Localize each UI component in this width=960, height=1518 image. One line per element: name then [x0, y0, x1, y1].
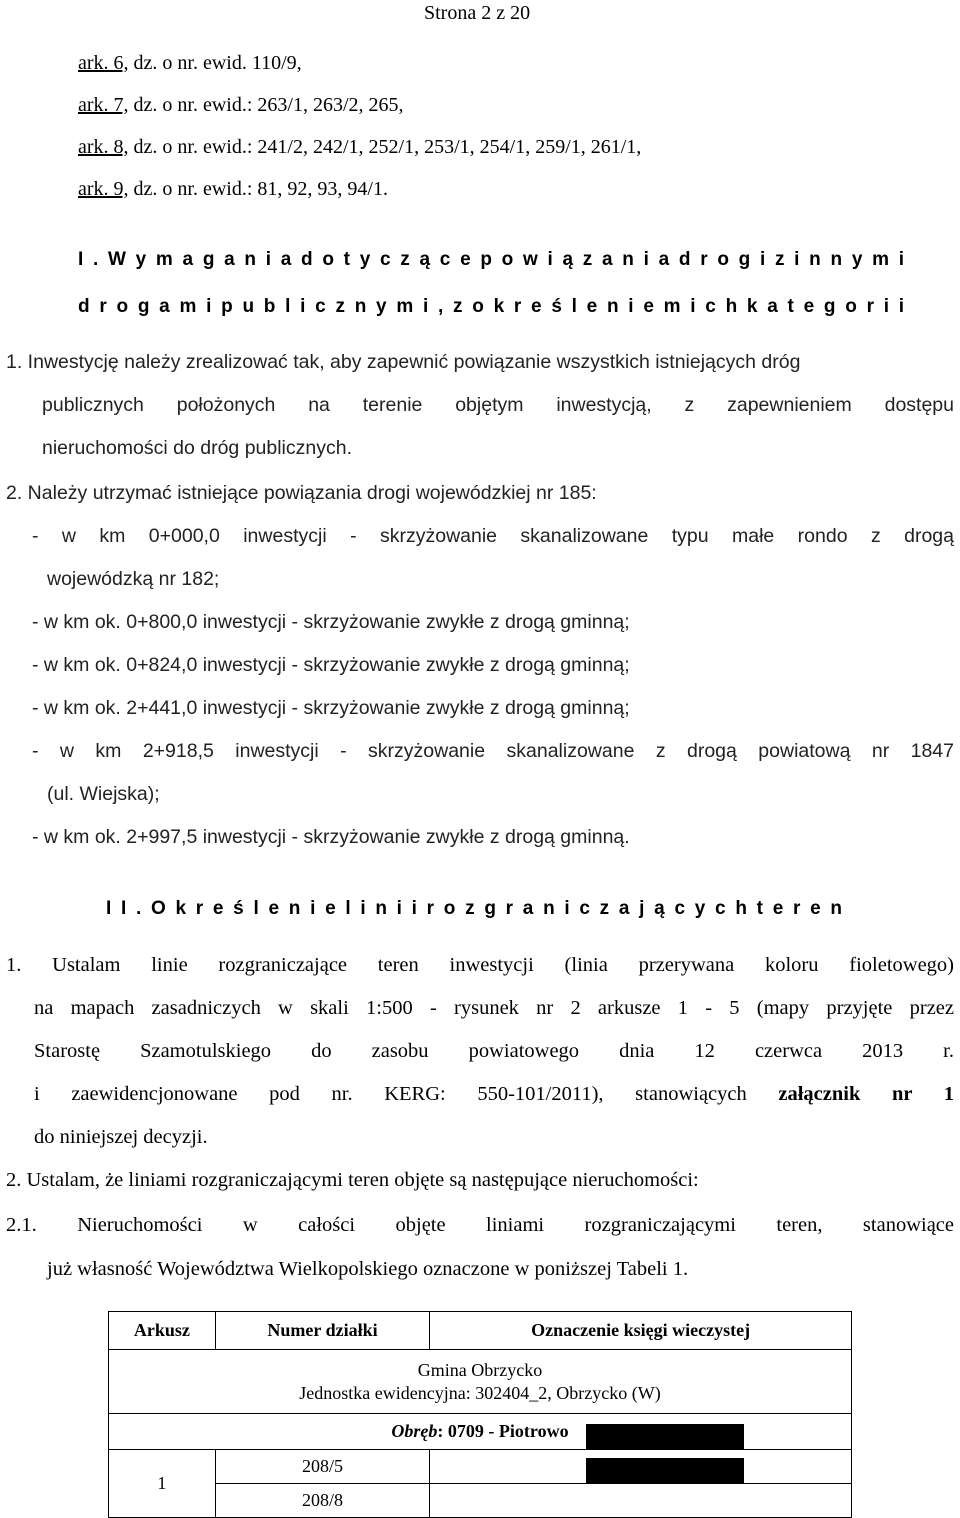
ark-line — [78, 136, 641, 159]
list-item: - w km 2+918,5 inwestycji - skrzyżowanie skanalizowane z drogą powiatową nr 1847 — [32, 740, 954, 762]
ark-line-text: dz. o nr. ewid.: 241/2, 242/1, 252/1, 253/1, 254/1, 259/1, 261/1, — [128, 136, 642, 158]
paragraph-line: 1. Ustalam linie rozgraniczające teren inwestycji (linia przerywana koloru fioletowego) — [6, 954, 954, 976]
parcel-table — [108, 1311, 852, 1518]
ark-line — [78, 178, 388, 201]
paragraph-line: na mapach zasadniczych w skali 1:500 - rysunek nr 2 arkusze 1 - 5 (mapy przyjęte przez — [34, 997, 954, 1019]
gmina-name: Gmina Obrzycko — [417, 1359, 543, 1380]
redaction-bar — [586, 1458, 744, 1483]
dzialka-cell: 208/8 — [215, 1484, 429, 1518]
paragraph-line: 2.1. Nieruchomości w całości objęte liniami rozgraniczającymi teren, stanowiące — [6, 1214, 954, 1236]
list-item: - w km ok. 2+997,5 inwestycji - skrzyżowanie zwykłe z drogą gminną. — [32, 826, 630, 848]
dzialka-cell: 208/5 — [215, 1450, 429, 1484]
paragraph-line: Starostę Szamotulskiego do zasobu powiatowego dnia 12 czerwca 2013 r. — [34, 1040, 954, 1062]
obreb-label: Obręb — [391, 1421, 438, 1441]
table-header-cell: Oznaczenie księgi wieczystej — [430, 1312, 852, 1350]
paragraph-line: do niniejszej decyzji. — [34, 1126, 208, 1148]
section-2-title: I I . O k r e ś l e n i e l i n i i r o z g r a n i c z a j ą c y c h t e r e n — [106, 898, 842, 919]
section-1-title-line-1: I . W y m a g a n i a d o t y c z ą c e p o w i ą z a n i a d r o g i z i n n y m i — [78, 249, 904, 270]
arkusz-cell: 1 — [109, 1450, 216, 1518]
list-item: wojewódzką nr 182; — [47, 568, 220, 590]
redaction-bar — [586, 1424, 744, 1449]
obreb-value: : 0709 - Piotrowo — [437, 1421, 569, 1441]
ark-line — [78, 52, 302, 75]
list-item: - w km ok. 0+800,0 inwestycji - skrzyżowanie zwykłe z drogą gminną; — [32, 611, 630, 633]
table-header-cell: Numer działki — [215, 1312, 429, 1350]
ark-link[interactable]: ark. 6, — [78, 52, 129, 74]
ark-line-text: dz. o nr. ewid.: 263/1, 263/2, 265, — [128, 94, 404, 116]
ark-line — [78, 94, 404, 117]
ark-link[interactable]: ark. 7, — [78, 94, 129, 116]
table-header-row — [109, 1312, 852, 1350]
paragraph-2-line: 2. Należy utrzymać istniejące powiązania drogi wojewódzkiej nr 185: — [6, 482, 597, 504]
attachment-reference: załącznik nr 1 — [778, 1083, 954, 1105]
jednostka-label: Jednostka ewidencyjna: 302404_2, Obrzycko (W) — [299, 1382, 661, 1403]
list-item: - w km 0+000,0 inwestycji - skrzyżowanie skanalizowane typu małe rondo z drogą — [32, 525, 954, 547]
table-header-cell: Arkusz — [109, 1312, 216, 1350]
gmina-cell — [109, 1350, 852, 1414]
paragraph-1-line: nieruchomości do dróg publicznych. — [42, 437, 353, 459]
paragraph-text: i zaewidencjonowane pod nr. KERG: 550-101/2011), stanowiących — [34, 1083, 747, 1105]
ark-link[interactable]: ark. 8, — [78, 136, 129, 158]
paragraph-line: 2. Ustalam, że liniami rozgraniczającymi teren objęte są następujące nieruchomości: — [6, 1169, 699, 1191]
ark-line-text: dz. o nr. ewid. 110/9, — [128, 52, 302, 74]
paragraph-line: już własność Województwa Wielkopolskiego oznaczone w poniższej Tabeli 1. — [47, 1258, 689, 1280]
ark-link[interactable]: ark. 9, — [78, 178, 129, 200]
table-row — [109, 1484, 852, 1518]
paragraph-1-line: 1. Inwestycję należy zrealizować tak, aby zapewnić powiązanie wszystkich istniejących dróg — [6, 351, 801, 373]
table-row — [109, 1350, 852, 1414]
paragraph-1-line: publicznych położonych na terenie objętym inwestycją, z zapewnieniem dostępu — [42, 394, 954, 416]
list-item: - w km ok. 0+824,0 inwestycji - skrzyżowanie zwykłe z drogą gminną; — [32, 654, 630, 676]
section-1-title-line-2: d r o g a m i p u b l i c z n y m i , z o k r e ś l e n i e m i c h k a t e g o r i i — [78, 296, 904, 317]
paragraph-line — [34, 1083, 954, 1106]
page-number-label: Strona 2 z 20 — [424, 2, 531, 24]
kw-cell — [430, 1484, 852, 1518]
list-item: - w km ok. 2+441,0 inwestycji - skrzyżowanie zwykłe z drogą gminną; — [32, 697, 630, 719]
ark-line-text: dz. o nr. ewid.: 81, 92, 93, 94/1. — [128, 178, 388, 200]
list-item: (ul. Wiejska); — [47, 783, 160, 805]
